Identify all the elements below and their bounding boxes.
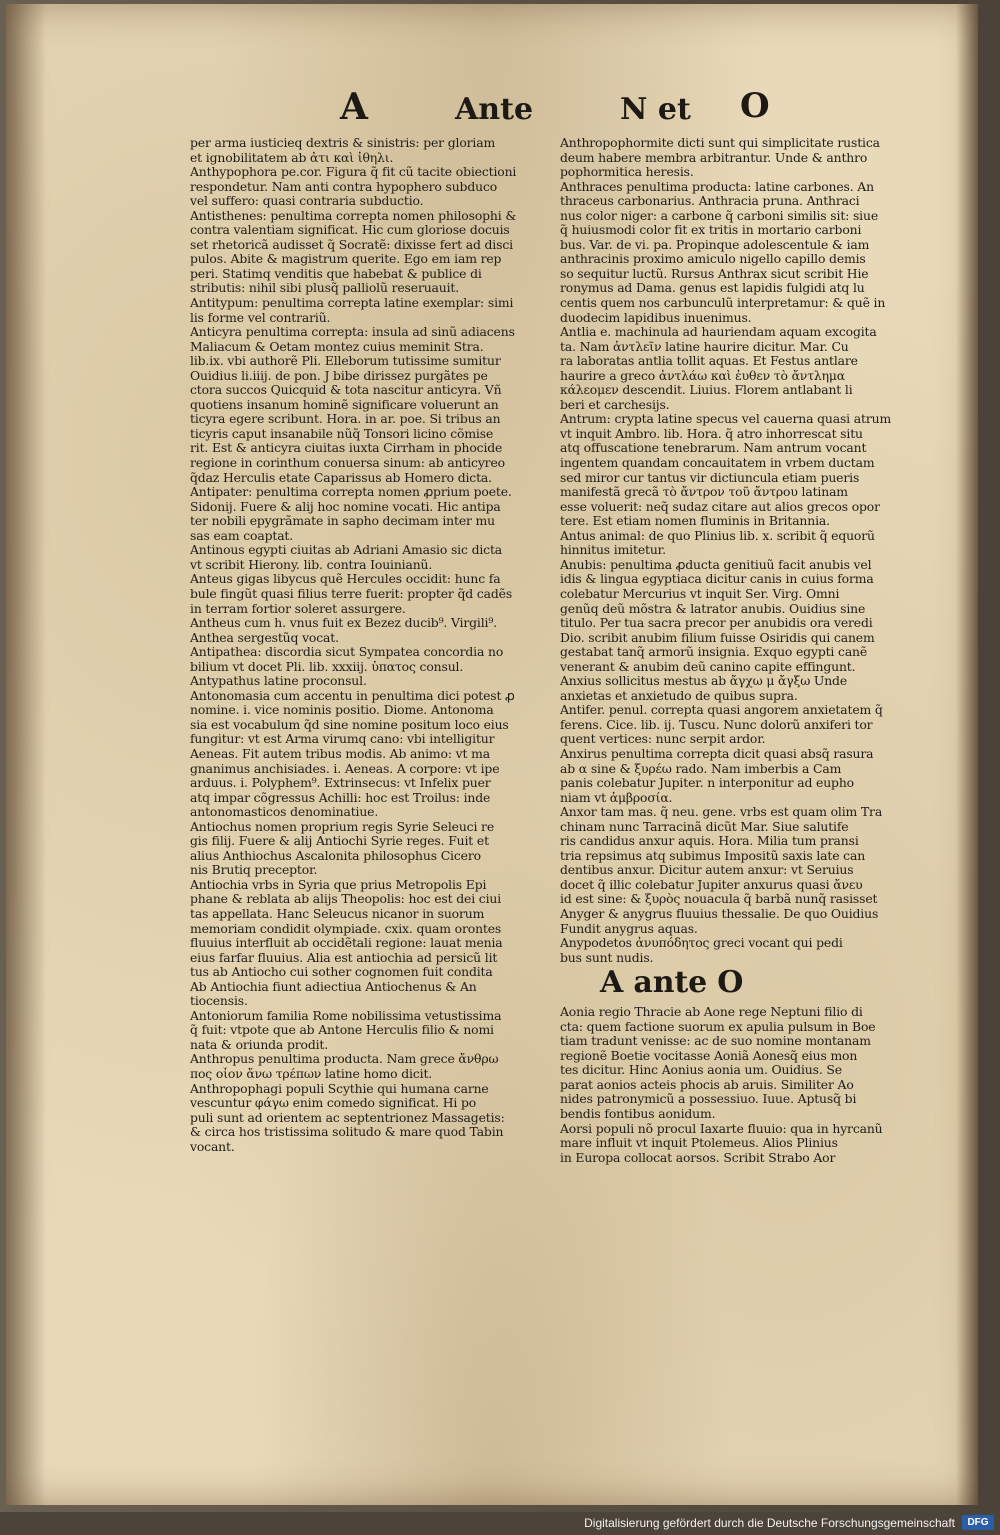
text-line: Anxius sollicitus mestus ab ἄγχω μ ἄγξω Unde [560,674,848,689]
text-line: Anthropophormite dicti sunt qui simplicitate rustica [560,136,880,150]
text-line: colebatur Mercurius vt inquit Ser. Virg. Omni [560,586,840,601]
text-line: chinam nunc Tarracinã dicũt Mar. Siue salutife [560,819,849,834]
text-line: tria repsimus atq subimus Impositũ saxis late can [560,848,866,863]
text-line: ticyra egere scribunt. Hora. in ar. poe. Si tribus an [190,412,501,427]
text-line: ter nobili epygrãmate in sapho decimam inter mu [190,514,495,529]
text-line: set rhetoricã audisset q̃ Socratẽ: dixisse fert ad disci [190,237,513,252]
text-line: anxietas et anxietudo de quibus supra. [560,688,798,703]
text-line: gestabat tanq̃ armorũ insignia. Exquo egypti canẽ [560,645,868,660]
text-line: titulo. Per tua sacra precor per anubidis ora veredi [560,616,873,631]
text-line: contra valentiam significat. Hic cum gloriose docuis [190,223,510,238]
text-line: sed miror cur tantus vir dictiuncula etiam pueris [560,470,860,485]
text-line: thraceus carbonarius. Anthracia pruna. Anthraci [560,194,860,209]
text-line: lis forme vel contrariũ. [190,310,331,325]
page-edge-shadow [956,4,978,1505]
text-line: id est sine: & ξυρὸς nouacula q̃ barbã nunq̃ rasisset [560,892,878,907]
text-line: Dio. scribit anubim filium fuisse Osiridis qui canem [560,630,875,645]
text-line: centis quem nos carbunculũ interpretamur: & quẽ in [560,296,886,311]
text-line: Antoniorum familia Rome nobilissima vetustissima [190,1008,502,1023]
text-line: lib.ix. vbi authorẽ Pli. Elleborum tutissime sumitur [190,354,501,369]
text-line: idis & lingua egyptiaca dicitur canis in cuius forma [560,572,874,587]
text-line: panis colebatur Jupiter. n interponitur ad eupho [560,776,854,791]
text-line: fluuius interfluit ab occidẽtali regione: lauat menia [190,936,503,951]
text-line: beri et carchesijs. [560,397,670,412]
text-line: sas eam coaptat. [190,528,294,543]
text-line: Anteus gigas libycus quẽ Hercules occidit: hunc fa [190,572,501,587]
text-line: Antiochia vrbs in Syria que prius Metropolis Epi [190,877,487,892]
text-line: ingentem quandam concauitatem in vrbem ductam [560,456,875,471]
text-line: cta: quem factione suorum ex apulia pulsum in Boe [560,1019,876,1034]
text-line: Maliacum & Oetam montez cuius meminit Stra. [190,339,484,354]
text-line: Aeneas. Fit autem tribus modis. Ab animo: vt ma [190,746,490,761]
text-line: ctora succos Quicquid & tota nascitur anticyra. Vñ [190,383,502,398]
text-line: so sequitur luctũ. Rursus Anthrax sicut scribit Hie [560,266,869,281]
text-line: alius Anthiochus Ascalonita philosophus Cicero [190,848,481,863]
text-line: vescuntur φάγω enim comedo significat. Hi po [190,1096,477,1111]
text-line: tus ab Antiocho cui sother cognomen fuit condita [190,965,493,980]
text-line: vt scribit Hierony. lib. contra Iouinianũ. [190,557,433,572]
text-line: tere. Est etiam nomen fluminis in Britannia. [560,514,830,529]
text-line: Anyger & anygrus fluuius thessalie. De quo Ouidius [560,906,879,921]
text-line: niam vt ἀμβροσία. [560,790,673,805]
right-text-column [560,136,918,1165]
text-line: regionẽ Boetie vocitasse Aoniã Aonesq̃ eius mon [560,1048,858,1063]
text-line: hinnitus imitetur. [560,543,666,558]
text-line: mare influit vt inquit Ptolemeus. Alios Plinius [560,1136,838,1151]
section-heading-a-ante-o: A ante O [600,965,744,1001]
text-line: dentibus anxur. Dicitur autem anxur: vt Seruius [560,863,854,878]
text-line: nis Brutiq preceptor. [190,863,318,878]
text-line: q̃ fuit: vtpote que ab Antone Herculis filio & nomi [190,1023,494,1038]
text-line: q̃ huiusmodi color fit ex tritis in mortario carboni [560,223,862,238]
text-line: docet q̃ illic colebatur Jupiter anxurus quasi ἄνευ [560,877,863,892]
running-head-n-et: N et [620,92,691,127]
text-line: ris candidus anxur aquis. Hora. Milia tum pransi [560,834,859,849]
text-line: vocant. [190,1139,235,1154]
text-line: Anticyra penultima correpta: insula ad sinũ adiacens [190,325,515,340]
text-line: quent vertices: nunc serpit ardor. [560,732,766,747]
text-line: per arma iusticieq dextris & sinistris: per gloriam [190,136,496,150]
text-line: Antrum: crypta latine specus vel cauerna quasi atrum [560,412,892,427]
text-line: gis filij. Fuere & alij Antiochi Syrie reges. Fuit et [190,834,489,849]
text-line: πος οἷον ἄνω τρέπων latine homo dicit. [190,1067,433,1081]
text-line: Anxirus penultima correpta dicit quasi absq̃ rasura [560,746,874,761]
text-line: et ignobilitatem ab ἀτι καὶ ἰθηλι. [190,150,394,165]
text-line: deum habere membra arbitrantur. Unde & anthro [560,150,868,165]
text-line: Antheus cum h. vnus fuit ex Bezez ducib⁹. Virgili⁹. [190,616,497,631]
text-line: Ab Antiochia fiunt adiectiua Antiochenus & An [190,979,477,994]
spine-shadow [6,4,46,1505]
text-line: respondetur. Nam anti contra hypophero subduco [190,179,498,194]
text-line: & circa hos tristissima solitudo & mare quod Tabin [190,1125,504,1140]
text-line: κάλεομεν descendit. Liuius. Florem antlabant li [560,383,853,398]
text-line: Antlia e. machinula ad hauriendam aquam excogita [560,325,877,340]
text-line: atq offuscatione tenebrarum. Nam antrum vocant [560,441,867,456]
text-line: q̃daz Herculis etate Caparissus ab Homero dicta. [190,470,492,485]
footer-credit-text: Digitalisierung gefördert durch die Deutsche Forschungsgemeinschaft [584,1516,955,1530]
text-line: Fundit anygrus aquas. [560,921,698,936]
text-line: phane & reblata ab alijs Theopolis: hoc est dei ciui [190,892,502,907]
dfg-logo: DFG [962,1515,994,1530]
running-head [200,86,800,136]
text-line: Antipater: penultima correpta nomen ꝓprium poete. [190,485,512,500]
text-line: duodecim lapidibus inuenimus. [560,310,752,325]
right-column-entries-b [560,1005,918,1165]
text-line: regione in corinthum conuersa sinum: ab anticyreo [190,456,505,471]
text-line: puli sunt ad orientem ac septentrionez Massagetis: [190,1110,505,1125]
text-line: quotiens insanum hominẽ significare voluerunt an [190,397,499,412]
text-line: ab α sine & ξυρέω rado. Nam imberbis a Cam [560,761,842,776]
text-line: haurire a greco ἀντλάω καὶ ἐυθεν τὸ ἄντλημα [560,368,845,383]
text-line: Anthraces penultima producta: latine carbones. An [560,179,874,194]
text-line: ticyris caput insanabile nũq̃ Tonsori licino cõmise [190,426,494,441]
text-line: antonomasticos denominatiue. [190,805,379,820]
text-line: venerant & anubim deũ canino capite effingunt. [560,659,856,674]
text-line: tiocensis. [190,994,248,1009]
text-line: rit. Est & anticyra ciuitas iuxta Cirrham in phocide [190,441,503,456]
text-line: ta. Nam ἀντλεῖν latine haurire dicitur. Mar. Cu [560,339,849,354]
text-line: tes dicitur. Hinc Aonius aonia um. Ouidius. Se [560,1063,842,1078]
left-text-column [190,136,548,1154]
text-line: Antonomasia cum accentu in penultima dici potest ꝓ [190,688,515,703]
text-line: Anubis: penultima ꝓducta genitiuũ facit anubis vel [560,557,872,572]
text-line: esse voluerit: neq̃ sudaz citare aut alios grecos opor [560,499,880,514]
text-line: nides patronymicũ a possessiuo. Iuue. Aptusq̃ bi [560,1092,857,1107]
text-line: bus sunt nudis. [560,950,654,965]
text-line: tas appellata. Hanc Seleucus nicanor in suorum [190,906,485,921]
text-line: nata & oriunda prodit. [190,1037,329,1052]
text-line: nomine. i. vice nominis positio. Diome. Antonoma [190,703,494,718]
text-line: eius farfar fluuius. Alia est antiochia ad persicũ lit [190,950,498,965]
text-line: Anthropus penultima producta. Nam grece ἄνθρω [190,1052,499,1067]
text-line: in terram fortior soleret assurgere. [190,601,406,616]
text-line: anthracinis proximo amiculo nigello capillo demis [560,252,866,267]
text-line: bus. Var. de vi. pa. Propinque adolescentule & iam [560,237,870,252]
text-line: arduus. i. Polyphem⁹. Extrinsecus: vt Infelix puer [190,776,491,791]
text-line: Anthropophagi populi Scythie qui humana carne [190,1081,489,1096]
text-line: Antipathea: discordia sicut Sympatea concordia no [190,645,504,660]
text-line: Antiochus nomen proprium regis Syrie Seleuci re [190,819,495,834]
text-line: memoriam condidit olympiade. cxix. quam orontes [190,921,502,936]
text-line: pulos. Abite & magistrum querite. Ego em iam rep [190,252,502,267]
running-head-ante: Ante [455,92,534,127]
text-line: bendis fontibus aonidum. [560,1107,716,1121]
text-line: Anxor tam mas. q̃ neu. gene. vrbs est quam olim Tra [560,805,883,820]
text-line: Antisthenes: penultima correpta nomen philosophi & [190,208,517,223]
text-line: Antitypum: penultima correpta latine exemplar: simi [190,296,514,311]
text-line: tiam tradunt venisse: ac de suo nomine montanam [560,1034,871,1049]
text-line: Aorsi populi nõ procul Iaxarte fluuio: qua in hyrcanũ [560,1121,883,1136]
text-line: Antinous egypti ciuitas ab Adriani Amasio sic dicta [190,543,503,558]
text-line: vt inquit Ambro. lib. Hora. q̃ atro inhorrescat situ [560,426,863,441]
text-line: Anypodetos ἀνυπόδητος greci vocant qui pedi [560,936,843,951]
text-line: nus color niger: a carbone q̃ carboni similis sit: siue [560,208,879,223]
text-line: pophormitica heresis. [560,165,694,180]
text-line: vel suffero: quasi contraria subductio. [190,194,424,209]
text-line: Antus animal: de quo Plinius lib. x. scribit q̃ equorũ [560,528,875,543]
running-head-o: O [740,86,770,126]
text-line: sia est vocabulum q̃d sine nomine positum loco eius [190,717,509,732]
text-line: Ouidius li.iiij. de pon. J bibe dirissez purgãtes pe [190,368,488,383]
text-line: in Europa collocat aorsos. Scribit Strabo Aor [560,1150,836,1165]
text-line: ronymus ad Dama. genus est lapidis fulgidi atq lu [560,281,865,296]
right-column-entries-a [560,136,918,965]
text-line: genũq deũ mõstra & latrator anubis. Ouidius sine [560,601,866,616]
text-line: ra laboratas antlia tollit aquas. Et Festus antlare [560,354,858,369]
text-line: bule fingũt quasi filius terre fuerit: propter q̃d cadẽs [190,586,513,601]
text-line: manifestã grecã τὸ ἄντρον τοῦ ἄντρου latinam [560,485,848,500]
text-line: parat aonios acteis phocis ab aruis. Similiter Ao [560,1077,854,1092]
text-line: Anthypophora pe.cor. Figura q̃ fit cũ tacite obiectioni [190,165,517,180]
text-line: fungitur: vt est Arma virumq cano: vbi intelligitur [190,732,495,747]
text-line: bilium vt docet Pli. lib. xxxiij. ὑπατος consul. [190,659,464,674]
text-line: Antypathus latine proconsul. [190,674,367,689]
text-line: Anthea sergestũq vocat. [190,630,339,645]
text-line: ferens. Cice. lib. ij. Tuscu. Nunc dolorũ anxiferi tor [560,717,873,732]
running-head-letter: A [340,86,368,128]
digitization-footer [0,1512,1000,1535]
text-line: peri. Statimq venditis que habebat & publice di [190,266,482,281]
text-line: Aonia regio Thracie ab Aone rege Neptuni filio di [560,1005,863,1020]
text-line: atq impar cõgressus Achilli: hoc est Troilus: inde [190,790,491,805]
text-line: gnanimus anchisiades. i. Aeneas. A corpore: vt ipe [190,761,500,776]
text-line: stributis: nihil sibi plusq̃ palliolũ reseruauit. [190,281,460,296]
text-line: Sidonij. Fuere & alij hoc nomine vocati. Hic antipa [190,499,501,514]
text-line: Antifer. penul. correpta quasi angorem anxietatem q̃ [560,703,883,718]
